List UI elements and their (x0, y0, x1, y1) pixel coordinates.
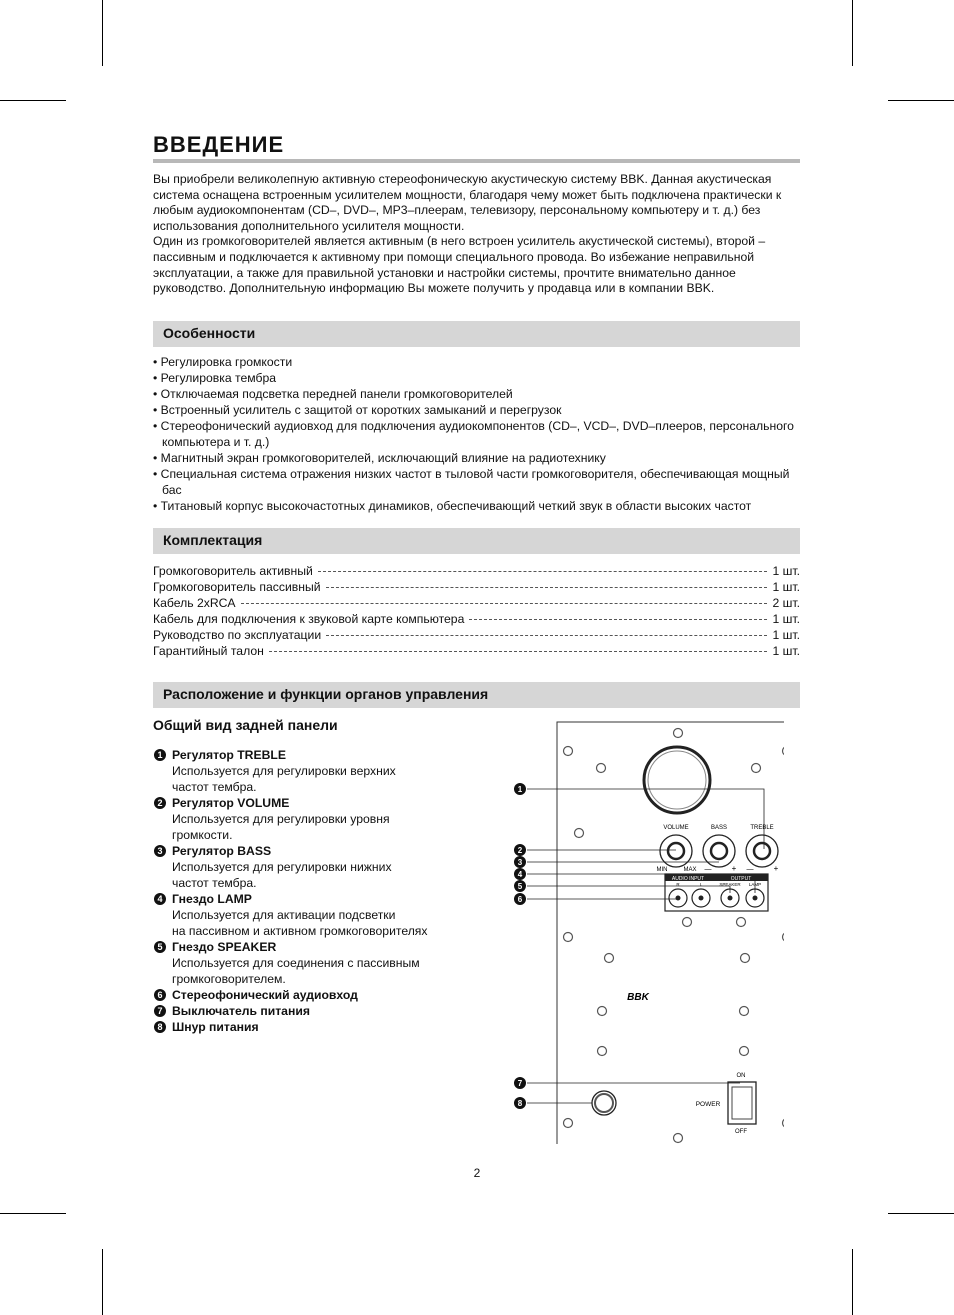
kit-list (153, 564, 800, 660)
feature-item: • Специальная система отражения низких частот в тыловой части громкоговорителя, обеспечивающая мощный бас (153, 467, 790, 497)
intro-text (153, 172, 800, 297)
minus-label: — (704, 866, 712, 873)
leader-dots (318, 571, 768, 572)
crop-mark (852, 1249, 853, 1315)
control-desc: частот тембра. (172, 876, 257, 890)
callout-number: 6 (154, 989, 166, 1001)
title-rule (153, 159, 800, 163)
svg-text:7: 7 (517, 1079, 523, 1088)
kit-item (153, 644, 800, 660)
intro-paragraph: Один из громкоговорителей является активным (в него встроен усилитель акустической системы), второй – пассивным и подключается к активному при помощи специального провода. Во избежание неправильной эксплуатации, а также для правильной установки и настройки системы, прочтите внимательно данное руководство. Дополнительную информацию Вы можете получить у продавца или в компании BBK. (153, 234, 766, 296)
minus-label: — (746, 866, 754, 873)
section-title: Комплектация (163, 532, 263, 548)
svg-text:5: 5 (517, 882, 523, 891)
svg-text:6: 6 (517, 895, 523, 904)
feature-item: • Титановый корпус высокочастотных динамиков, обеспечивающий четкий звук в области высоких частот (153, 499, 752, 513)
power-off-label: OFF (735, 1129, 747, 1135)
crop-mark (102, 1249, 103, 1315)
control-title: Регулятор TREBLE (172, 748, 286, 762)
svg-text:8: 8 (517, 1099, 523, 1108)
page-title: ВВЕДЕНИЕ (153, 132, 285, 157)
feature-item: • Встроенный усилитель с защитой от коротких замыканий и перегрузок (153, 403, 562, 417)
power-cord (592, 1091, 616, 1115)
callout-number: 8 (154, 1021, 166, 1033)
kit-item-name: Гарантийный талон (153, 644, 264, 658)
callout-1 (514, 783, 526, 795)
callout-8 (514, 1097, 526, 1109)
callout-number: 4 (154, 893, 166, 905)
kit-item (153, 564, 800, 580)
crop-mark (888, 1213, 954, 1214)
crop-mark (102, 0, 103, 66)
svg-text:4: 4 (517, 870, 523, 879)
kit-item-qty: 1 шт. (772, 644, 800, 658)
page-number: 2 (473, 1166, 481, 1180)
control-item-volume (153, 795, 453, 811)
bass-label: BASS (710, 825, 728, 831)
kit-item (153, 596, 800, 612)
control-item-treble (153, 747, 453, 763)
control-item-speaker (153, 939, 453, 955)
kit-item-qty: 1 шт. (772, 564, 800, 578)
max-label: MAX (683, 867, 697, 873)
kit-item-qty: 1 шт. (772, 612, 800, 626)
jack-l-label: L (699, 882, 703, 887)
kit-item-qty: 2 шт. (772, 596, 800, 610)
control-desc: Используется для соединения с пассивным (172, 956, 420, 970)
lamp-label: LAMP (748, 882, 762, 887)
callout-number: 1 (154, 749, 166, 761)
kit-item-name: Кабель 2xRCA (153, 596, 236, 610)
kit-item-name: Руководство по эксплуатации (153, 628, 322, 642)
crop-mark (0, 1213, 66, 1214)
volume-label: VOLUME (663, 825, 689, 831)
power-on-label: ON (736, 1073, 746, 1079)
feature-item: • Регулировка громкости (153, 355, 293, 369)
rear-panel-diagram (504, 718, 784, 1144)
callout-3 (514, 856, 526, 868)
callout-6 (514, 893, 526, 905)
leader-dots (326, 635, 767, 636)
section-title: Особенности (163, 325, 256, 341)
kit-item (153, 612, 800, 628)
power-switch[interactable] (728, 1082, 756, 1124)
plus-label: + (773, 864, 779, 873)
speaker-label: SPEAKER (719, 882, 741, 887)
callout-number: 5 (154, 941, 166, 953)
leader-dots (326, 587, 768, 588)
kit-item-name: Громкоговоритель пассивный (153, 580, 321, 594)
callout-5 (514, 880, 526, 892)
kit-item (153, 580, 800, 596)
control-desc: Используется для регулировки уровня (172, 812, 390, 826)
callout-number: 3 (154, 845, 166, 857)
panel-outline (557, 722, 784, 1144)
control-title: Стереофонический аудиовход (172, 988, 358, 1002)
control-title: Регулятор BASS (172, 844, 272, 858)
rear-panel-subtitle: Общий вид задней панели (153, 717, 338, 733)
section-header-features (153, 321, 800, 347)
control-item-audio-input (153, 987, 453, 1003)
brand-logo: BBK (627, 992, 649, 1003)
control-item-lamp (153, 891, 453, 907)
section-header-kit (153, 528, 800, 554)
control-desc: громкоговорителем. (172, 972, 286, 986)
control-desc: Используется для активации подсветки (172, 908, 396, 922)
control-item-power-switch (153, 1003, 453, 1019)
svg-text:2: 2 (517, 846, 523, 855)
callout-number: 7 (154, 1005, 166, 1017)
min-label: MIN (656, 867, 668, 873)
leader-dots (469, 619, 767, 620)
feature-item: • Стереофонический аудиовход для подключения аудиокомпонентов (CD–, VCD–, DVD–плееров, персонального компьютера и т. д.) (153, 419, 794, 449)
jack-r-label: R (676, 882, 680, 887)
callout-4 (514, 868, 526, 880)
control-desc: Используется для регулировки нижних (172, 860, 392, 874)
crop-mark (852, 0, 853, 66)
kit-item-qty: 1 шт. (772, 628, 800, 642)
crop-mark (888, 100, 954, 101)
plus-label: + (731, 864, 737, 873)
crop-mark (0, 100, 66, 101)
audio-input-label: AUDIO INPUT (671, 876, 705, 882)
kit-item-name: Громкоговоритель активный (153, 564, 313, 578)
treble-knob[interactable] (746, 835, 778, 867)
control-desc: частот тембра. (172, 780, 257, 794)
control-title: Выключатель питания (172, 1004, 310, 1018)
control-title: Гнездо LAMP (172, 892, 252, 906)
leader-dots (269, 651, 768, 652)
control-desc: на пассивном и активном громкоговорителях (172, 924, 428, 938)
controls-legend (153, 747, 453, 1035)
svg-text:1: 1 (517, 785, 523, 794)
output-label: OUTPUT (730, 876, 752, 882)
feature-item: • Регулировка тембра (153, 371, 277, 385)
control-title: Шнур питания (172, 1020, 259, 1034)
power-label: POWER (695, 1101, 721, 1108)
leader-dots (241, 603, 768, 604)
kit-item-name: Кабель для подключения к звуковой карте компьютера (153, 612, 465, 626)
section-header-controls (153, 682, 800, 708)
kit-item (153, 628, 800, 644)
control-title: Регулятор VOLUME (172, 796, 290, 810)
callout-2 (514, 844, 526, 856)
control-desc: Используется для регулировки верхних (172, 764, 396, 778)
svg-text:3: 3 (517, 858, 523, 867)
intro-paragraph: Вы приобрели великолепную активную стереофоническую акустическую систему BBK. Данная акустическая система оснащена встроенным усилителем мощности, благодаря чему может быть подключена практически к любым аудиокомпонентам (CD–, DVD–, MP3–плеерам, телевизору, персональному компьютеру и т. д.) без использования дополнительного усилителя мощности. (153, 172, 782, 233)
control-item-power-cord (153, 1019, 453, 1035)
control-item-bass (153, 843, 453, 859)
control-title: Гнездо SPEAKER (172, 940, 277, 954)
kit-item-qty: 1 шт. (772, 580, 800, 594)
callout-7 (514, 1077, 526, 1089)
callout-number: 2 (154, 797, 166, 809)
section-title: Расположение и функции органов управления (163, 686, 489, 702)
features-list (153, 354, 800, 514)
feature-item: • Отключаемая подсветка передней панели громкоговорителей (153, 387, 513, 401)
treble-label: TREBLE (750, 825, 774, 831)
feature-item: • Магнитный экран громкоговорителей, исключающий влияние на радиотехнику (153, 451, 606, 465)
control-desc: громкости. (172, 828, 233, 842)
